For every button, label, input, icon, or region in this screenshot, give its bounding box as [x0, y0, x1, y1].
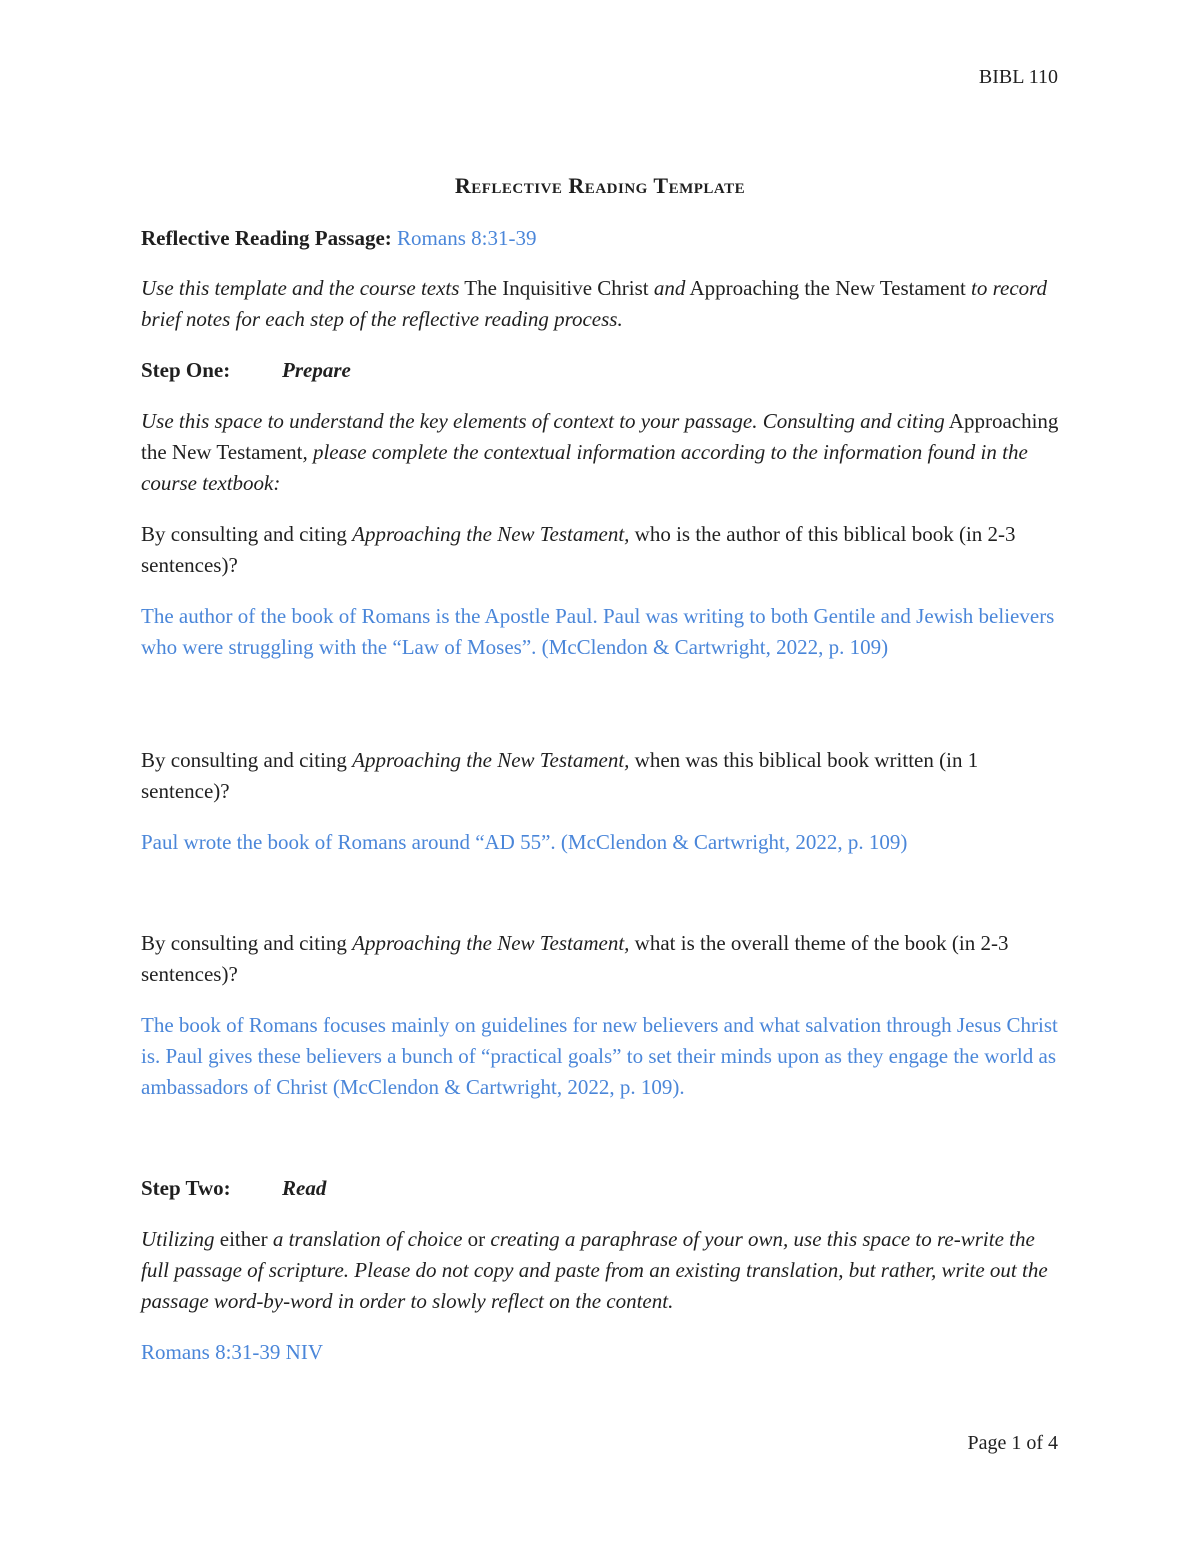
scripture-reference: Romans 8:31-39 NIV	[141, 1340, 323, 1364]
question-book: Approaching the New Testament,	[352, 522, 630, 546]
answer-date: Paul wrote the book of Romans around “AD 55”. (McClendon & Cartwright, 2022, p. 109)	[141, 830, 908, 854]
intro-text-1: Use this template and the course texts	[141, 276, 460, 300]
passage-label: Reflective Reading Passage:	[141, 226, 392, 250]
question-suffix: what is the overall theme of the book (in 2-3 sentences)?	[141, 931, 1009, 986]
question-prefix: By consulting and citing	[141, 748, 353, 772]
question-prefix: By consulting and citing	[141, 522, 353, 546]
step-two-instruction	[141, 1224, 1059, 1317]
step-one-heading	[141, 355, 1059, 386]
question-book: Approaching the New Testament,	[352, 748, 630, 772]
question-theme	[141, 928, 1059, 990]
document-body	[141, 170, 1059, 1368]
question-suffix: when was this biblical book written (in 1 sentence)?	[141, 748, 979, 803]
step-two-label: Step Two:	[141, 1176, 231, 1200]
step-one-instruction-book: Approaching the New Testament	[141, 409, 1059, 464]
intro-text-3: to record brief notes for each step of the reflective reading process.	[141, 276, 1048, 331]
step-two-heading	[141, 1173, 1059, 1204]
intro-text-2: and	[653, 276, 686, 300]
step-two-instruction-d: or	[462, 1227, 491, 1251]
page-number: Page 1 of 4	[967, 1432, 1058, 1454]
course-header: BIBL 110	[978, 66, 1058, 88]
intro-book-2: Approaching the New Testament	[685, 276, 972, 300]
question-suffix: who is the author of this biblical book (in 2-3 sentences)?	[141, 522, 1016, 577]
step-one-instruction	[141, 406, 1059, 499]
step-two-instruction-b: either	[214, 1227, 273, 1251]
answer-author: The author of the book of Romans is the Apostle Paul. Paul was writing to both Gentile and Jewish believers who were struggling with the “Law of Moses”. (McClendon & Cartwright, 2022, p. 109)	[141, 604, 1055, 659]
step-one-label: Step One:	[141, 358, 231, 382]
question-prefix: By consulting and citing	[141, 931, 353, 955]
question-book: Approaching the New Testament,	[352, 931, 630, 955]
step-two-instruction-e: creating a paraphrase of your own, use this space to re-write the full passage of scripture. Please do not copy and paste from an existing translation, but rather, write out the passage word-by-word in order to slowly reflect on the content.	[141, 1227, 1048, 1313]
passage-line	[141, 223, 1059, 254]
passage-value: Romans 8:31-39	[397, 226, 537, 250]
step-one-instruction-c: , please complete the contextual information according to the information found in the course textbook:	[141, 440, 1028, 495]
page-title: Reflective Reading Template	[454, 173, 746, 198]
answer-theme: The book of Romans focuses mainly on guidelines for new believers and what salvation through Jesus Christ is. Paul gives these believers a bunch of “practical goals” to set their minds upon as they engage the world as ambassadors of Christ (McClendon & Cartwright, 2022, p. 109).	[141, 1013, 1058, 1099]
step-two-name: Read	[282, 1176, 327, 1200]
intro-paragraph	[141, 273, 1059, 335]
step-one-instruction-a: Use this space to understand the key elements of context to your passage. Consulting and citing	[141, 409, 945, 433]
step-one-name: Prepare	[282, 358, 351, 382]
question-author	[141, 519, 1059, 581]
step-two-instruction-c: a translation of choice	[272, 1227, 463, 1251]
intro-book-1: The Inquisitive Christ	[459, 276, 654, 300]
step-two-instruction-a: Utilizing	[141, 1227, 215, 1251]
question-date	[141, 745, 1059, 807]
